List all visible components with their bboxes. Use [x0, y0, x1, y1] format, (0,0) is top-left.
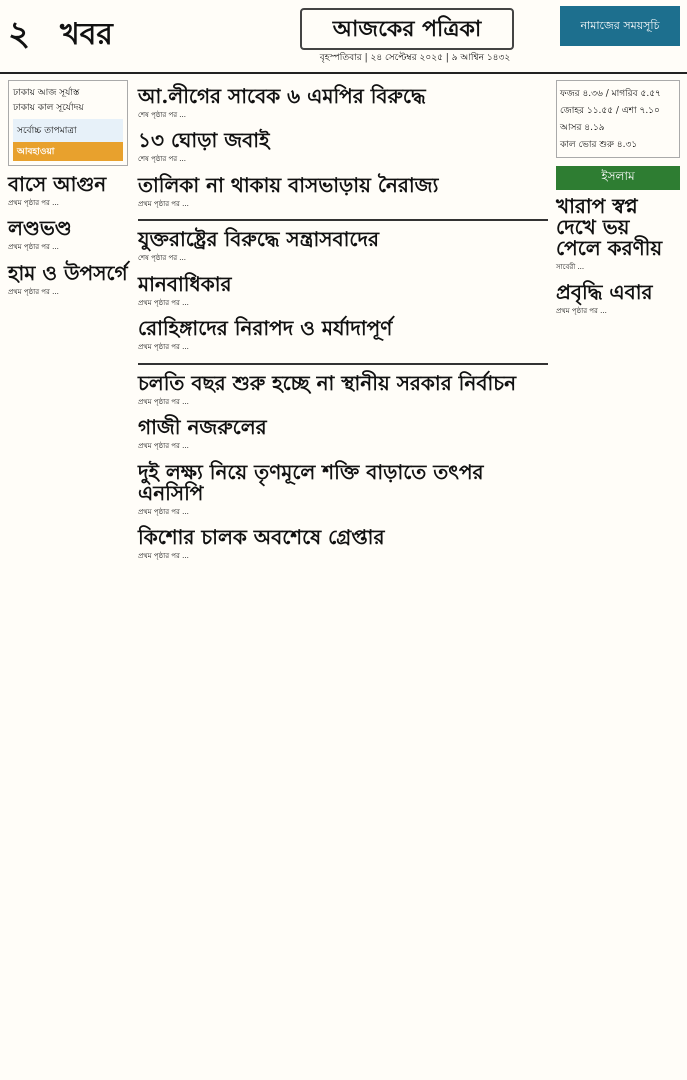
story-headline: দুই লক্ষ্য নিয়ে তৃণমূলে শক্তি বাড়াতে তৎপর এনসিপি: [138, 459, 484, 505]
story-headline: রোহিঙ্গাদের নিরাপদ ও মর্যাদাপূর্ণ: [138, 316, 393, 341]
story-body: প্রথম পৃষ্ঠার পর ...: [138, 343, 189, 352]
story-body: শেষ পৃষ্ঠার পর ...: [138, 254, 186, 263]
story-left-1: [8, 174, 128, 208]
page-number: ২: [8, 14, 31, 54]
section-title: খবর: [60, 17, 113, 52]
story-headline: চলতি বছর শুরু হচ্ছে না স্থানীয় সরকার নির্বাচন: [138, 370, 517, 395]
prayer-row: জোহর ১১.৫৫ / এশা ৭.১০: [560, 106, 660, 116]
story-headline: কিশোর চালক অবশেষে গ্রেপ্তার: [138, 524, 385, 549]
story-body: প্রথম পৃষ্ঠার পর ...: [138, 298, 189, 307]
story-body: প্রথম পৃষ্ঠার পর ...: [8, 243, 59, 252]
story-body: সাবেরী ...: [556, 263, 585, 271]
prayer-times: [556, 80, 680, 158]
story-mid-10: [138, 524, 548, 561]
story-body: শেষ পৃষ্ঠার পর ...: [138, 155, 186, 164]
story-body: প্রথম পৃষ্ঠার পর ...: [8, 287, 59, 296]
story-headline: হাম ও উপসর্গে: [8, 260, 128, 285]
prayer-title: নামাজের সময়সূচি: [560, 6, 680, 46]
story-mid-6: [138, 318, 548, 352]
story-body: প্রথম পৃষ্ঠার পর ...: [138, 199, 189, 208]
story-headline: বাসে আগুন: [8, 172, 107, 196]
story-mid-7: [138, 370, 548, 407]
story-body: প্রথম পৃষ্ঠার পর ...: [138, 442, 189, 451]
date-line: বৃহস্পতিবার | ২৪ সেপ্টেম্বর ২০২৫ | ৯ আশ্বিন ১৪৩২: [319, 53, 511, 63]
weather-box: [8, 80, 128, 166]
story-left-3: [8, 260, 128, 297]
story-headline: প্রবৃদ্ধি এবার: [556, 280, 653, 305]
divider: [138, 363, 548, 365]
story-headline: মানবাধিকার: [138, 271, 232, 296]
story-mid-8: [138, 417, 548, 451]
weather-title: আবহাওয়া: [13, 142, 123, 161]
story-right-1: [556, 196, 680, 272]
prayer-row: ফজর ৪.৩৬ / মাগরিব ৫.৫৭: [560, 89, 661, 99]
story-headline: ১৩ ঘোড়া জবাই: [138, 128, 270, 153]
middle-columns: [138, 80, 548, 571]
story-body: প্রথম পৃষ্ঠার পর ...: [556, 307, 607, 316]
story-right-2: [556, 282, 680, 316]
story-body: প্রথম পৃষ্ঠার পর ...: [138, 397, 189, 406]
story-mid-4: [138, 229, 548, 263]
divider: [138, 219, 548, 221]
temp-label: সর্বোচ্চ তাপমাত্রা: [13, 119, 123, 142]
story-headline: গাজী নজরুলের: [138, 415, 267, 440]
story-body: প্রথম পৃষ্ঠার পর ...: [8, 199, 59, 207]
story-mid-1: [138, 86, 548, 120]
sunset-label: ঢাকায় আজ সূর্যাস্ত: [13, 88, 80, 98]
masthead: [0, 0, 687, 74]
story-headline: খারাপ স্বপ্ন দেখে ভয় পেলে করণীয়: [556, 194, 663, 260]
story-headline: তালিকা না থাকায় বাসভাড়ায় নৈরাজ্য: [138, 172, 439, 197]
paper-name: আজকের পত্রিকা: [300, 8, 514, 50]
story-body: শেষ পৃষ্ঠার পর ...: [138, 111, 186, 119]
story-body: প্রথম পৃষ্ঠার পর ...: [138, 551, 189, 560]
left-column: [8, 80, 128, 307]
section-label: ইসলাম: [556, 166, 680, 190]
prayer-row: কাল ভোর শুরু ৪.৩১: [560, 140, 638, 150]
story-headline: লণ্ডভণ্ড: [8, 216, 72, 241]
story-mid-9: [138, 459, 548, 517]
right-column: [556, 80, 680, 327]
story-left-2: [8, 218, 128, 252]
prayer-row: আসর ৪.১৯: [560, 123, 605, 133]
story-mid-3: [138, 172, 548, 209]
story-headline: আ.লীগের সাবেক ৬ এমপির বিরুদ্ধে: [138, 84, 426, 108]
sunrise-label: ঢাকায় কাল সূর্যোদয়: [13, 103, 84, 113]
story-headline: যুক্তরাষ্ট্রের বিরুদ্ধে সন্ত্রাসবাদের: [138, 227, 379, 252]
story-mid-5: [138, 271, 548, 308]
story-mid-2: [138, 130, 548, 164]
story-body: প্রথম পৃষ্ঠার পর ...: [138, 507, 189, 516]
